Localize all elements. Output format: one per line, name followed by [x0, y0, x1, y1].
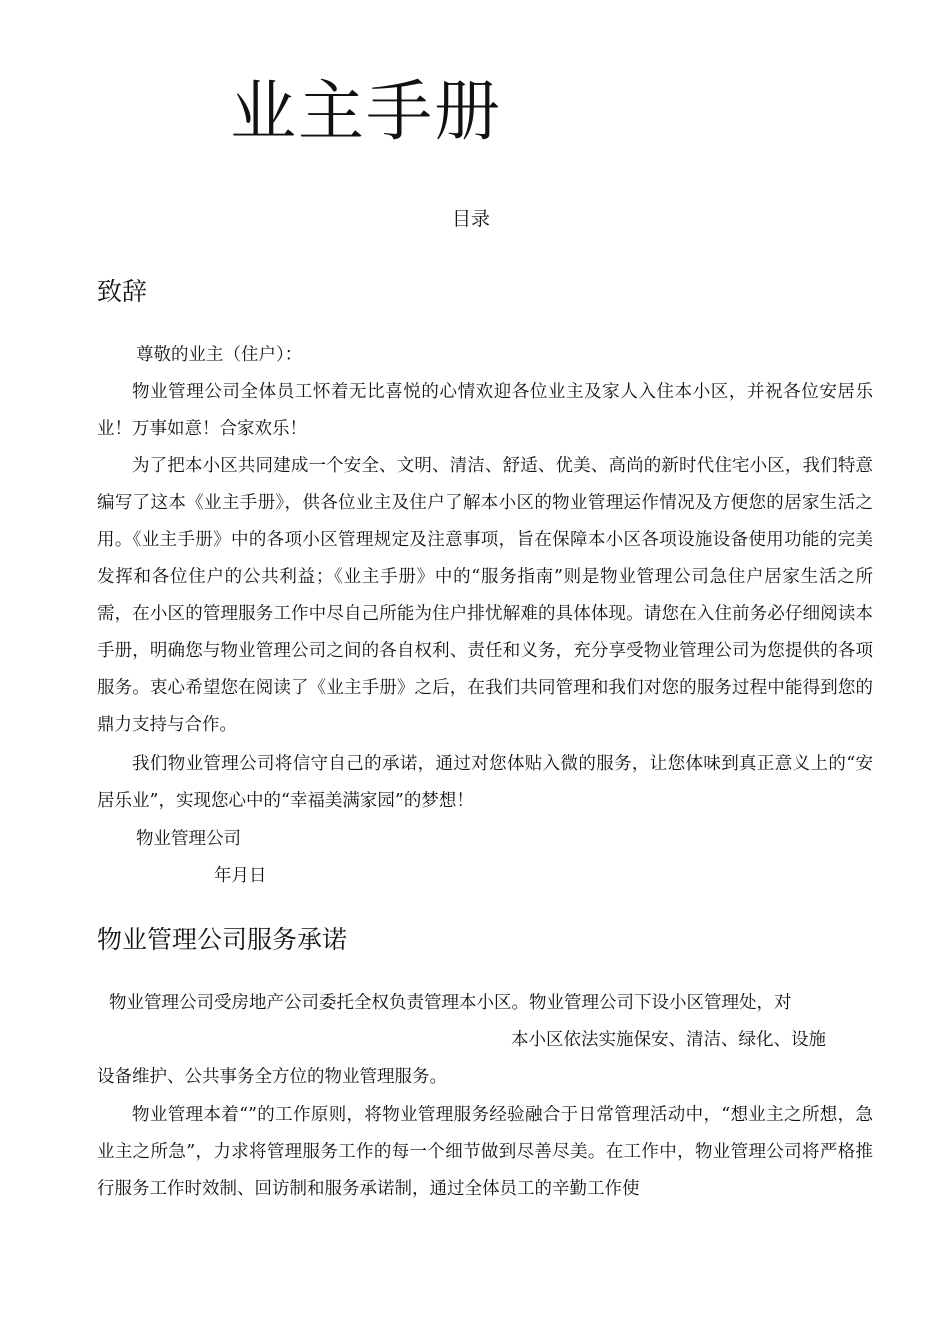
section-heading-preface: 致辞	[97, 277, 148, 306]
signature: 物业管理公司	[136, 829, 241, 849]
commitment-line-3: 设备维护、公共事务全方位的物业管理服务。	[97, 1067, 447, 1087]
signature-date: 年月日	[214, 866, 267, 886]
commitment-paragraph: 物业管理本着“”的工作原则，将物业管理服务经验融合于日常管理活动中，“想业主之所想，急业主之所急”，力求将管理服务工作的每一个细节做到尽善尽美。在工作中，物业管理公司将严格推行服务工作时效制、回访制和服务承诺制，通过全体员工的辛勤工作使	[97, 1105, 873, 1199]
commitment-line-2: 本小区依法实施保安、清洁、绿化、设施	[511, 1030, 826, 1050]
preface-paragraph-1: 物业管理公司全体员工怀着无比喜悦的心情欢迎各位业主及家人入住本小区，并祝各位安居乐业！万事如意！合家欢乐！	[97, 382, 873, 439]
commitment-line-1: 物业管理公司受房地产公司委托全权负责管理本小区。物业管理公司下设小区管理处，对	[109, 993, 792, 1013]
section-heading-commitment: 物业管理公司服务承诺	[97, 925, 348, 954]
salutation: 尊敬的业主（住户）：	[136, 345, 303, 365]
preface-paragraph-2: 为了把本小区共同建成一个安全、文明、清洁、舒适、优美、高尚的新时代住宅小区，我们特意编写了这本《业主手册》，供各位业主及住户了解本小区的物业管理运作情况及方便您的居家生活之用。《业主手册》中的各项小区管理规定及注意事项，旨在保障本小区各项设施设备使用功能的完美发挥和各位住户的公共利益；《业主手册》中的“服务指南”则是物业管理公司急住户居家生活之所需，在小区的管理服务工作中尽自己所能为住户排忧解难的具体体现。请您在入住前务必仔细阅读本手册，明确您与物业管理公司之间的各自权利、责任和义务，充分享受物业管理公司为您提供的各项服务。衷心希望您在阅读了《业主手册》之后，在我们共同管理和我们对您的服务过程中能得到您的鼎力支持与合作。	[97, 456, 873, 735]
toc-label: 目录	[452, 208, 491, 230]
preface-paragraph-3: 我们物业管理公司将信守自己的承诺，通过对您体贴入微的服务，让您体味到真正意义上的“安居乐业”，实现您心中的“幸福美满家园”的梦想！	[97, 754, 873, 811]
document-title: 业主手册	[230, 73, 502, 150]
